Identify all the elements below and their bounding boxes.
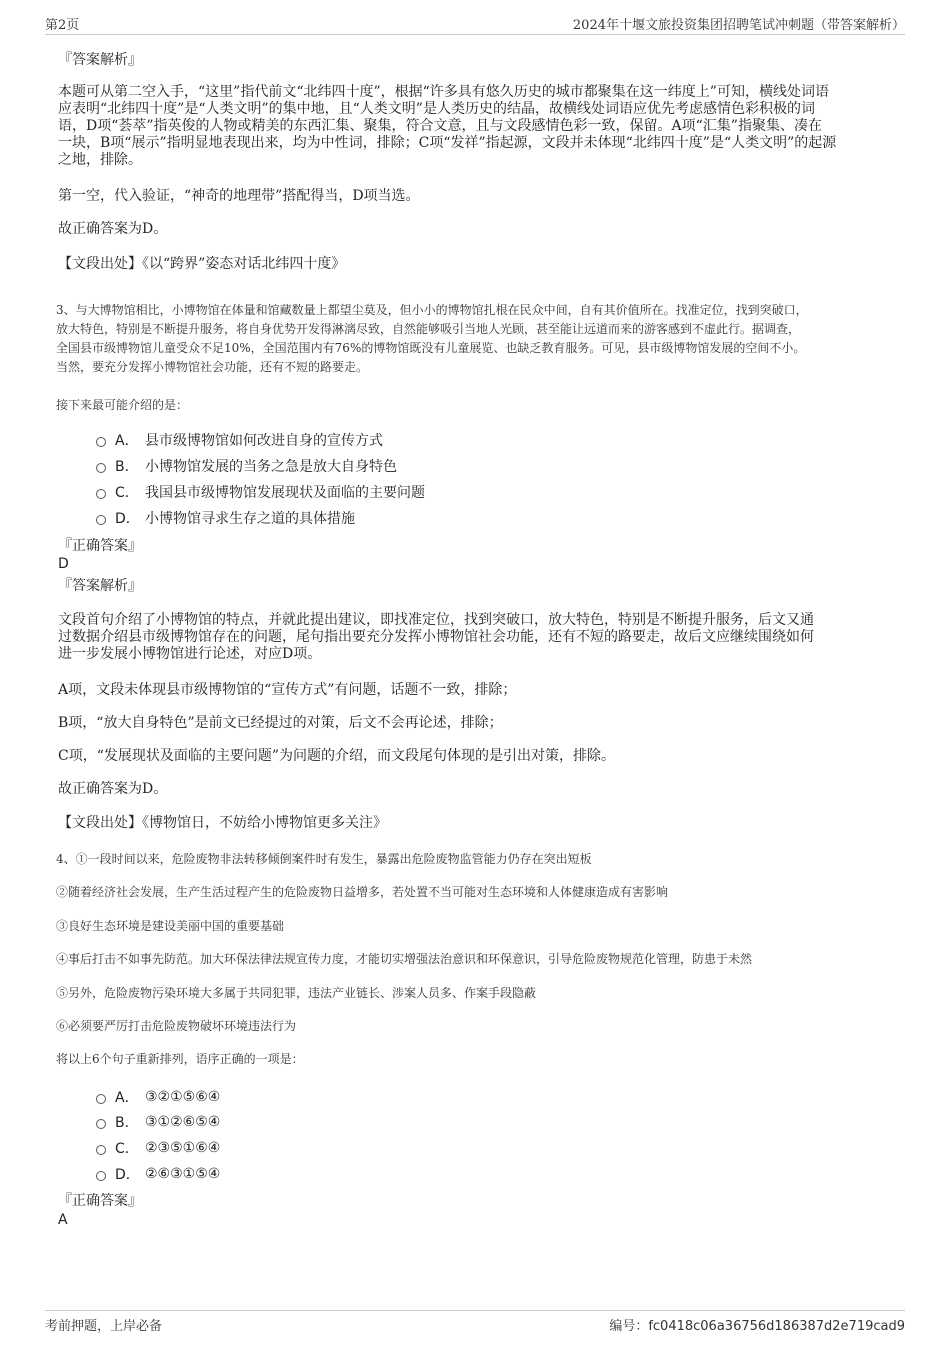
q3-option-a[interactable] [96,430,383,450]
q4-option-c[interactable] [96,1138,220,1158]
text-line: 一块，B项“展示”指明显地表现出来，均为中性词，排除；C项“发祥”指起源，文段并未体现“北纬四十度”是“人类文明”的起源 [58,135,837,151]
radio-icon[interactable] [96,1145,106,1155]
q4-sentence-3: ③良好生态环境是建设美丽中国的重要基础 [56,919,285,933]
q3-stem [56,301,896,377]
q4-sentence-6: ⑥必须要严厉打击危险废物破坏环境违法行为 [56,1019,297,1033]
q4-sentence-5: ⑤另外，危险废物污染环境大多属于共同犯罪，违法产业链长、涉案人员多、作案手段隐蔽 [56,986,537,1000]
document-title: 2024年十堰文旅投资集团招聘笔试冲刺题（带答案解析） [572,18,905,33]
footer-code-value: fc0418c06a36756d186387d2e719cad9 [648,1319,905,1334]
option-text: 小博物馆寻求生存之道的具体措施 [145,511,355,527]
q4-prompt: 将以上6个句子重新排列，语序正确的一项是： [56,1052,304,1066]
q2-analysis-paragraph [58,84,890,169]
q4-option-b[interactable] [96,1112,220,1132]
q3-option-d[interactable] [96,508,355,528]
option-letter: C． [115,1141,139,1157]
option-letter: D． [115,511,140,527]
radio-icon[interactable] [96,489,106,499]
q3-prompt: 接下来最可能介绍的是： [56,398,189,412]
option-text: 小博物馆发展的当务之急是放大自身特色 [145,459,397,475]
footer-code-label: 编号： [609,1319,649,1334]
q3-option-b[interactable] [96,456,397,476]
option-text: ②③⑤①⑥④ [145,1140,221,1156]
option-letter: B． [115,459,139,475]
option-text: ②⑥③①⑤④ [145,1166,221,1182]
q4-sentence-2: ②随着经济社会发展，生产生活过程产生的危险废物日益增多，若处置不当可能对生态环境和人体健康造成有害影响 [56,885,669,899]
page-header [45,14,905,35]
option-letter: B． [115,1115,139,1131]
q4-option-a[interactable] [96,1087,220,1107]
text-line: 3、与大博物馆相比，小博物馆在体量和馆藏数量上都望尘莫及，但小小的博物馆扎根在民众中间，自有其价值所在。找准定位，找到突破口， [56,303,808,317]
text-line: 全国县市级博物馆儿童受众不足10%，全国范围内有76%的博物馆既没有儿童展览、也缺乏教育服务。可见，县市级博物馆发展的空间不小。 [56,341,806,355]
q3-option-c[interactable] [96,482,425,502]
radio-icon[interactable] [96,1094,106,1104]
option-letter: A． [115,433,139,449]
text-line: 应表明“北纬四十度”是“人类文明”的集中地，且“人类文明”是人类历史的结晶，故横线处词语应优先考虑感情色彩积极的词 [58,101,815,117]
footer-slogan: 考前押题，上岸必备 [45,1319,163,1334]
q3-analysis-c: C项，“发展现状及面临的主要问题”为问题的介绍，而文段尾句体现的是引出对策，排除。 [58,748,616,764]
q3-analysis-a: A项，文段未体现县市级博物馆的“宣传方式”有问题，话题不一致，排除； [58,682,517,698]
radio-icon[interactable] [96,437,106,447]
text-line: 语，D项“荟萃”指英俊的人物或精美的东西汇集、聚集，符合文意，且与文段感情色彩一致，保留。A项“汇集”指聚集、凑在 [58,118,822,134]
q4-option-d[interactable] [96,1164,220,1184]
radio-icon[interactable] [96,463,106,473]
option-text: 我国县市级博物馆发展现状及面临的主要问题 [145,485,425,501]
page-footer [45,1310,905,1341]
q3-analysis-paragraph [58,612,890,663]
text-line: 进一步发展小博物馆进行论述，对应D项。 [58,646,322,662]
page-number: 第2页 [45,18,80,33]
q4-answer: A [58,1212,68,1228]
option-text: ③①②⑥⑤④ [145,1114,221,1130]
q3-analysis-label: 『答案解析』 [58,578,142,594]
q4-sentence-1: 4、①一段时间以来，危险废物非法转移倾倒案件时有发生，暴露出危险废物监管能力仍存在突出短板 [56,852,592,866]
text-line: 本题可从第二空入手，“这里”指代前文“北纬四十度”，根据“许多具有悠久历史的城市都聚集在这一纬度上”可知，横线处词语 [58,84,829,100]
q2-analysis-paragraph-2: 第一空，代入验证，“神奇的地理带”搭配得当，D项当选。 [58,188,420,204]
q2-analysis-conclusion: 故正确答案为D。 [58,221,168,237]
text-line: 当然，要充分发挥小博物馆社会功能，还有不短的路要走。 [56,360,369,374]
q3-source: 【文段出处】《博物馆日，不妨给小博物馆更多关注》 [58,815,387,831]
q3-answer: D [58,556,69,572]
text-line: 之地，排除。 [58,152,142,168]
q2-analysis-label: 『答案解析』 [58,52,142,68]
option-letter: A． [115,1090,139,1106]
radio-icon[interactable] [96,1171,106,1181]
q3-answer-label: 『正确答案』 [58,538,142,554]
q3-analysis-b: B项，“放大自身特色”是前文已经提过的对策，后文不会再论述，排除； [58,715,503,731]
footer-code [609,1315,905,1334]
option-letter: C． [115,485,139,501]
option-text: 县市级博物馆如何改进自身的宣传方式 [145,433,383,449]
q4-sentence-4: ④事后打击不如事先防范。加大环保法律法规宣传力度，才能切实增强法治意识和环保意识，引导危险废物规范化管理，防患于未然 [56,952,753,966]
radio-icon[interactable] [96,515,106,525]
q4-answer-label: 『正确答案』 [58,1193,142,1209]
option-letter: D． [115,1167,140,1183]
radio-icon[interactable] [96,1119,106,1129]
q2-source: 【文段出处】《以“跨界”姿态对话北纬四十度》 [58,256,346,272]
text-line: 过数据介绍县市级博物馆存在的问题，尾句指出要充分发挥小博物馆社会功能，还有不短的路要走，故后文应继续围绕如何 [58,629,814,645]
option-text: ③②①⑤⑥④ [145,1089,221,1105]
text-line: 放大特色，特别是不断提升服务，将自身优势开发得淋漓尽致，自然能够吸引当地人光顾，甚至能让远道而来的游客感到不虚此行。据调查， [56,322,801,336]
q3-analysis-conclusion: 故正确答案为D。 [58,781,168,797]
text-line: 文段首句介绍了小博物馆的特点，并就此提出建议，即找准定位，找到突破口，放大特色，特别是不断提升服务，后文又通 [58,612,814,628]
